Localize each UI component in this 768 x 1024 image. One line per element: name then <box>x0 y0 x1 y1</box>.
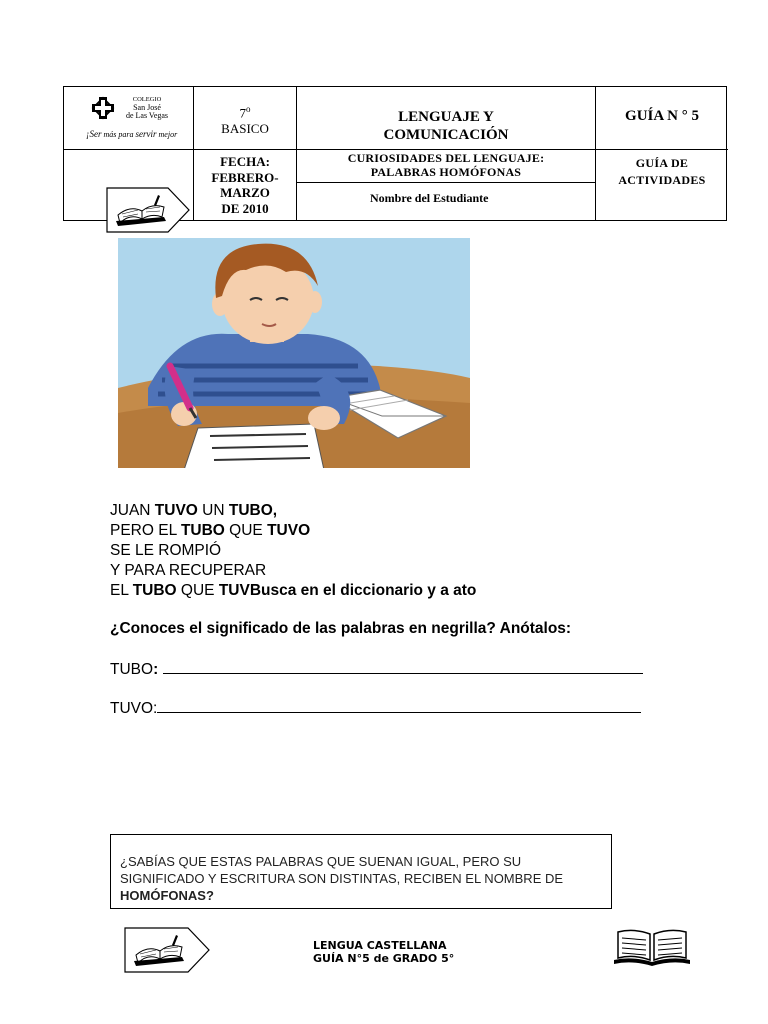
note-text: ¿SABÍAS QUE ESTAS PALABRAS QUE SUENAN IGUAL, PERO SU SIGNIFICADO Y ESCRITURA SON DISTINTAS, RECIBEN EL NOMBRE DE <box>120 854 564 886</box>
logo-motto: ¡Ser más para servir mejor <box>86 129 178 139</box>
note-bold: HOMÓFONAS? <box>120 888 214 903</box>
poem-line: Y PARA RECUPERAR <box>110 562 267 579</box>
answer-line-tubo[interactable] <box>163 659 643 674</box>
student-name-label: Nombre del Estudiante <box>370 191 489 205</box>
homophones-note <box>110 834 612 909</box>
topic-title: CURIOSIDADES DEL LENGUAJE: PALABRAS HOMÓFONAS <box>347 151 545 179</box>
school-logo-icon <box>90 95 116 121</box>
answer-tuvo <box>110 698 641 718</box>
date-cell: FECHA: FEBRERO- MARZO DE 2010 <box>211 154 279 216</box>
subject-title: LENGUAJE Y COMUNICACIÓN <box>383 109 509 143</box>
answer-line-tuvo[interactable] <box>157 698 641 713</box>
activity-guide-label: GUÍA DE ACTIVIDADES <box>618 156 706 187</box>
answer-colon: : <box>153 661 159 678</box>
poem-line: EL TUBO QUE TUVBusca en el diccionario y a ato <box>110 582 477 599</box>
book-arrow-icon <box>106 187 190 233</box>
open-book-icon <box>612 926 692 966</box>
book-arrow-icon <box>124 927 210 973</box>
poem-line: PERO EL TUBO QUE TUVO <box>110 522 311 539</box>
logo-text: COLEGIO San José de Las Vegas <box>125 96 169 120</box>
poem-line: JUAN TUVO UN TUBO, <box>110 502 278 519</box>
question-text: ¿Conoces el significado de las palabras en negrilla? Anótalos: <box>110 620 572 637</box>
poem-line: SE LE ROMPIÓ <box>110 542 222 559</box>
footer-text: LENGUA CASTELLANA GUÍA N°5 de GRADO 5° <box>313 939 455 965</box>
answer-tubo <box>110 659 643 679</box>
answer-label: TUBO <box>110 661 154 678</box>
guide-number: GUÍA N ° 5 <box>625 108 699 124</box>
poem <box>110 501 476 601</box>
boy-writing-illustration <box>118 238 470 468</box>
grade-cell: 7$^o$ BASICO <box>221 104 269 137</box>
school-logo <box>64 87 193 149</box>
answer-label: TUVO: <box>110 700 158 717</box>
